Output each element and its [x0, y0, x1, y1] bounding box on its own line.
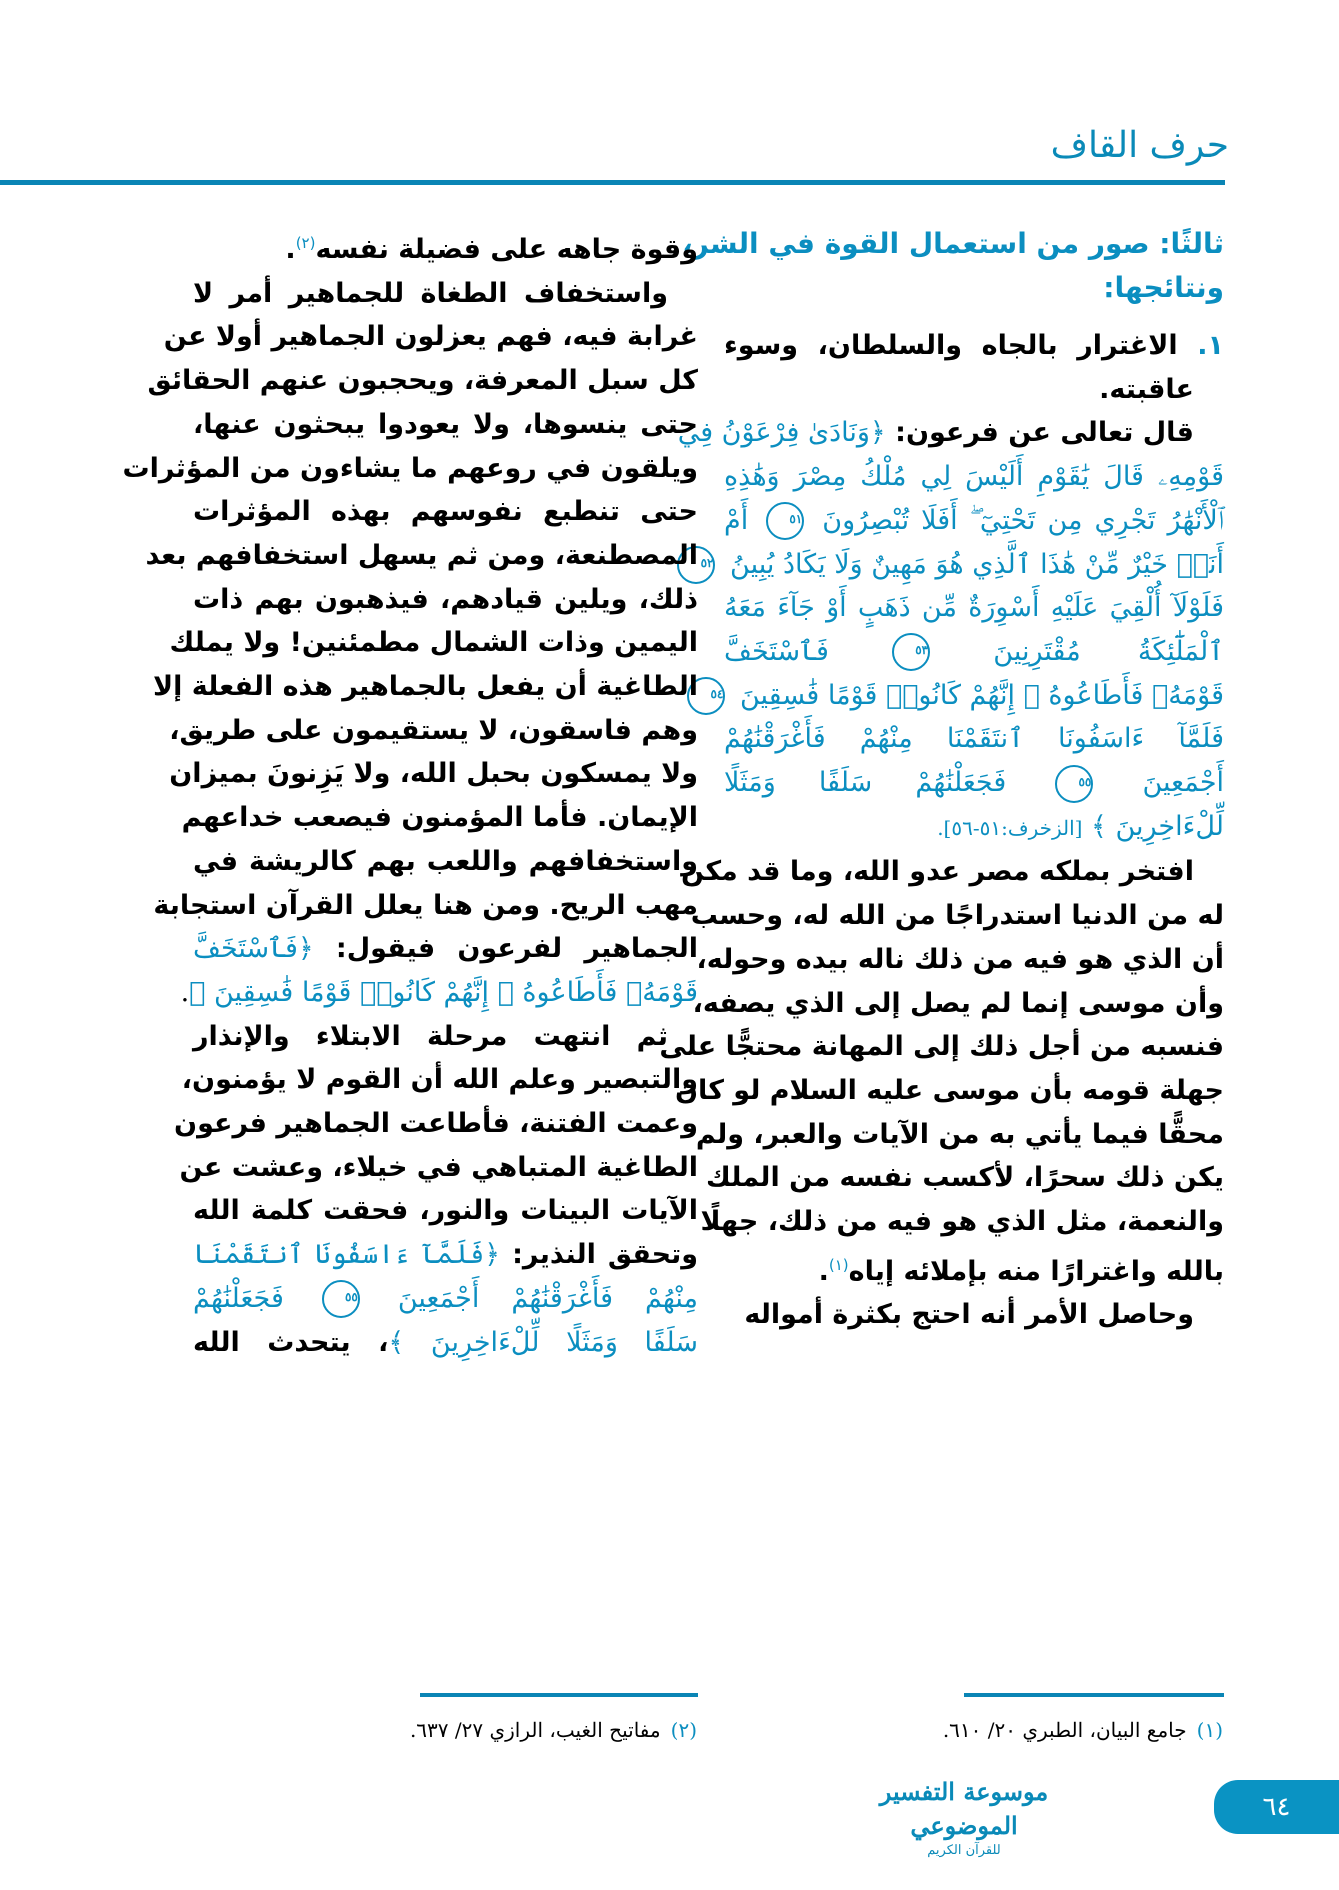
- quran-line: سَلَفًا وَمَثَلًا لِّلْءَاخِرِينَ ﴾، يتحدث الله: [193, 1326, 698, 1358]
- ornate-close-bracket-icon: ﴾: [1091, 810, 1107, 842]
- body-line: وأن موسى إنما لم يصل إلى الذي يصفه،: [692, 987, 1224, 1019]
- body-line: المصطنعة، ومن ثم يسهل استخفافهم بعد: [145, 539, 698, 571]
- body-line: محقًّا فيما يأتي به من الآيات والعبر، ولم: [695, 1118, 1224, 1150]
- body-line: الطاغية المتباهي في خيلاء، وعشت عن: [179, 1151, 698, 1183]
- footnote-text: مفاتيح الغيب، الرازي ٢٧/ ٦٣٧.: [409, 1718, 661, 1742]
- footnote-number: (٢): [670, 1718, 697, 1742]
- footnote-2: [410, 1718, 697, 1742]
- quran-line: ٱلْأَنْهَٰرُ تَجْرِي مِن تَحْتِيٓ ۖ أَفَلَا تُبْصِرُونَ ٥١ أَمْ: [724, 499, 1224, 543]
- quran-line: مِنْهُمْ فَأَغْرَقْنَٰهُمْ أَجْمَعِينَ ٥٥ فَجَعَلْنَٰهُمْ: [193, 1277, 698, 1321]
- quran-reference: [الزخرف:٥١-٥٦].: [937, 815, 1083, 840]
- ayah-marker-icon: ٥٥: [1055, 765, 1093, 803]
- quran-intro-line: قال تعالى عن فرعون: ﴿وَنَادَىٰ فِرْعَوْنُ فِي: [677, 417, 1194, 449]
- footnote-marker[interactable]: (١): [828, 1255, 849, 1274]
- body-line: جهلة قومه بأن موسى عليه السلام لو كان: [675, 1074, 1224, 1106]
- quran-line: أَنَا۠ خَيْرٌ مِّنْ هَٰذَا ٱلَّذِي هُوَ مَهِينٌ وَلَا يَكَادُ يُبِينُ ٥٢: [724, 543, 1224, 587]
- list-item-title: ١. الاغترار بالجاه والسلطان، وسوء: [724, 330, 1224, 361]
- body-line: له من الدنيا استدراجًا من الله له، وحسب: [690, 900, 1224, 932]
- footnote-marker[interactable]: (٢): [295, 234, 316, 252]
- section-heading-line: ثالثًا: صور من استعمال القوة في الشر،: [681, 227, 1224, 260]
- body-line: واستخفاف الطغاة للجماهير أمر لا: [193, 277, 668, 309]
- footnote-rule: [420, 1693, 698, 1697]
- body-line: وعمت الفتنة، فأطاعت الجماهير فرعون: [174, 1108, 698, 1140]
- ayah-marker-icon: ٥٣: [892, 633, 930, 671]
- body-line: واستخفافهم واللعب بهم كالريشة في: [193, 845, 698, 877]
- quran-line: قَوْمِهِۦ قَالَ يَٰقَوْمِ أَلَيْسَ لِي مُلْكُ مِصْرَ وَهَٰذِهِ: [724, 461, 1224, 493]
- body-line: ذلك، ويلين قيادهم، فيذهبون بهم ذات: [193, 583, 698, 615]
- body-line: الإيمان. فأما المؤمنون فيصعب خداعهم: [181, 802, 698, 834]
- body-line: مهب الريح. ومن هنا يعلل القرآن استجابة: [153, 889, 698, 921]
- header-rule: [0, 180, 1225, 185]
- body-line: حتى ينسوها، ولا يعودوا يبحثون عنها،: [193, 408, 698, 440]
- quran-line: فَلَوْلَآ أُلْقِيَ عَلَيْهِ أَسْوِرَةٌ مِّن ذَهَبٍ أَوْ جَآءَ مَعَهُ: [724, 592, 1224, 624]
- ornate-open-bracket-icon: ﴿: [869, 417, 886, 449]
- body-line: وتحقق النذير: ﴿فَلَمَّآ ءَاسَفُونَا ٱنتَقَمْنَا: [193, 1239, 699, 1271]
- ornate-close-bracket-icon: ﴾: [189, 976, 206, 1008]
- right-column: [659, 222, 1225, 1337]
- list-number: ١.: [1197, 330, 1224, 361]
- body-line: وحاصل الأمر أنه احتج بكثرة أمواله: [744, 1299, 1194, 1331]
- quran-line: لِّلْءَاخِرِينَ ﴾ [الزخرف:٥١-٥٦].: [937, 810, 1224, 842]
- body-line: وهم فاسقون، لا يستقيمون على طريق،: [169, 714, 698, 746]
- body-line: كل سبل المعرفة، ويحجبون عنهم الحقائق: [147, 365, 698, 397]
- footnote-text: جامع البيان، الطبري ٢٠/ ٦١٠.: [942, 1718, 1187, 1742]
- quran-line: قَوْمَهُۥ فَأَطَاعُوهُ ۚ إِنَّهُمْ كَانُوا۟ قَوْمًا فَٰسِقِينَ ٥٤: [724, 674, 1224, 718]
- body-line: افتخر بملكه مصر عدو الله، وما قد مكن: [681, 856, 1194, 888]
- ornate-open-bracket-icon: ﴿: [484, 1239, 501, 1271]
- section-heading-line: ونتائجها:: [1103, 271, 1224, 304]
- ornate-open-bracket-icon: ﴿: [297, 933, 314, 965]
- body-line: اليمين وذات الشمال مطمئنين! ولا يملك: [169, 627, 698, 659]
- footnote-number: (١): [1196, 1718, 1223, 1742]
- body-line: ولا يمسكون بحبل الله، ولا يَزِنونَ بميزان: [169, 758, 698, 790]
- ayah-marker-icon: ٥٢: [677, 546, 715, 584]
- ayah-marker-icon: ٥٤: [687, 677, 725, 715]
- quran-intro: قال تعالى عن فرعون:: [895, 417, 1194, 449]
- body-line: الجماهير لفرعون فيقول: ﴿فَٱسْتَخَفَّ: [193, 933, 699, 965]
- left-column: [122, 222, 699, 1364]
- body-line: ثم انتهت مرحلة الابتلاء والإنذار: [193, 1020, 668, 1052]
- body-line: الطاغية أن يفعل بالجماهير هذه الفعلة إلا: [152, 671, 698, 703]
- body-line: الآيات البينات والنور، فحقت كلمة الله: [193, 1195, 698, 1227]
- quran-line: فَلَمَّآ ءَاسَفُونَا ٱنتَقَمْنَا مِنْهُمْ فَأَغْرَقْنَٰهُمْ: [724, 723, 1224, 755]
- list-item-title-cont: عاقبته.: [1099, 373, 1194, 405]
- body-line: والنعمة، مثل الذي هو فيه من ذلك، جهلًا: [700, 1206, 1224, 1238]
- body-line: ويلقون في روعهم ما يشاءون من المؤثرات: [122, 452, 698, 484]
- body-line: فنسبه من أجل ذلك إلى المهانة محتجًّا على: [659, 1031, 1224, 1063]
- logo-subtitle: للقرآن الكريم: [927, 1843, 1001, 1858]
- page-number-badge: ٦٤: [1214, 1780, 1339, 1834]
- footnote-1: [943, 1718, 1223, 1742]
- footnote-rule: [964, 1693, 1224, 1697]
- encyclopedia-logo: [864, 1775, 1064, 1859]
- ornate-close-bracket-icon: ﴾: [388, 1326, 405, 1358]
- logo-title: موسوعة التفسير الموضوعي: [879, 1777, 1049, 1840]
- quran-line: قَوْمَهُۥ فَأَطَاعُوهُ ۚ إِنَّهُمْ كَانُوا۟ قَوْمًا فَٰسِقِينَ ﴾.: [180, 976, 698, 1008]
- body-line: غرابة فيه، فهم يعزلون الجماهير أولا عن: [163, 321, 698, 353]
- body-line: حتى تنطبع نفوسهم بهذه المؤثرات: [193, 496, 698, 528]
- ayah-marker-icon: ٥٥: [322, 1280, 360, 1318]
- body-line: والتبصير وعلم الله أن القوم لا يؤمنون،: [181, 1064, 698, 1096]
- quran-line: ٱلْمَلَٰٓئِكَةُ مُقْتَرِنِينَ ٥٣ فَٱسْتَخَفَّ: [724, 630, 1224, 674]
- ayah-marker-icon: ٥١: [766, 502, 804, 540]
- body-line: يكن ذلك سحرًا، لأكسب نفسه من الملك: [706, 1162, 1224, 1194]
- body-line: أن الذي هو فيه من ذلك ناله بيده وحوله،: [696, 943, 1224, 975]
- body-line: وقوة جاهه على فضيلة نفسه$^{(٢)}$.: [285, 234, 698, 265]
- body-line: بالله واغترارًا منه بإملائه إياه$^{(١)}$.: [818, 1255, 1224, 1287]
- quran-line: أَجْمَعِينَ ٥٥ فَجَعَلْنَٰهُمْ سَلَفًا وَمَثَلًا: [724, 761, 1224, 805]
- chapter-title: حرف القاف: [1050, 125, 1229, 166]
